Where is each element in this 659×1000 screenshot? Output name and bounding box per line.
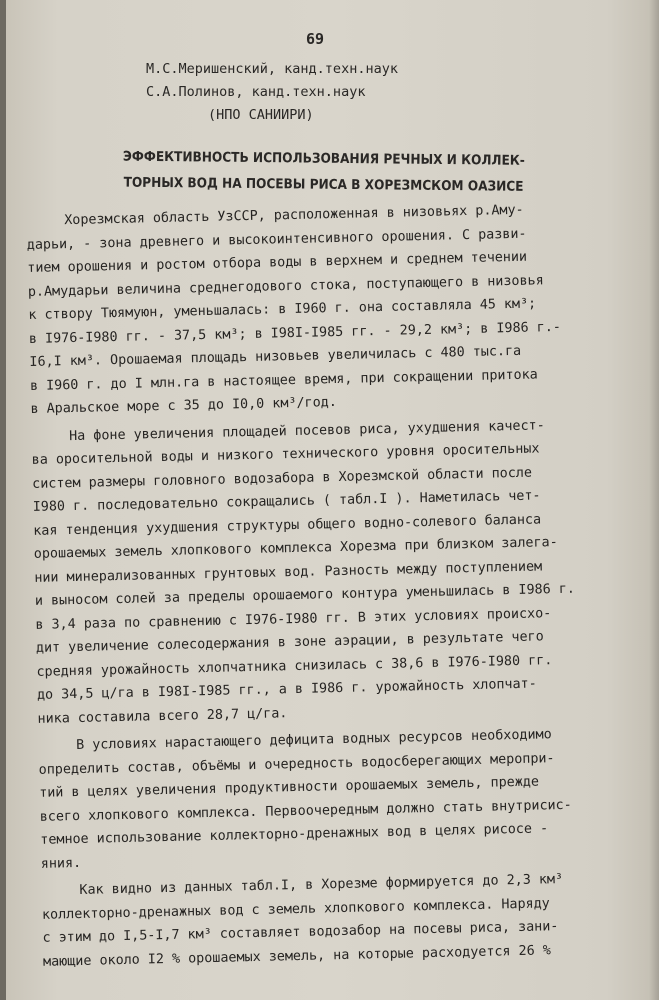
text-line: с этим до I,5-I,7 км³ составляет водозабор на посевы риса, зани- <box>42 919 559 946</box>
text-line: в Аральское море с 35 до I0,0 км³/год. <box>30 395 337 417</box>
article-title <box>63 143 584 200</box>
title-line: ТОРНЫХ ВОД НА ПОСЕВЫ РИСА В ХОРЕЗМСКОМ ОАЗИСЕ <box>123 174 524 195</box>
text-line: определить состав, объёмы и очередность водосберегающих меропри- <box>38 750 555 778</box>
text-line: В условиях нарастающего дефицита водных ресурсов необходимо <box>75 727 552 753</box>
organization: (НПО САНИИРИ) <box>208 107 314 123</box>
page-number: 69 <box>306 30 325 48</box>
text-line: ника составила всего 28,7 ц/га. <box>37 705 288 727</box>
text-line: мающие около I2 % орошаемых земель, на которые расходуется 26 % <box>42 942 552 970</box>
text-line: яния. <box>40 855 82 872</box>
text-line: в I976-I980 гг. - 37,5 км³; в I98I-I985 гг. - 29,2 км³; в I986 г.- <box>28 319 562 347</box>
text-line: I980 г. последовательно сокращались ( табл.I ). Наметилась чет- <box>32 488 541 515</box>
text-line: На фоне увеличения площадей посевов риса, ухудшения качест- <box>68 417 545 444</box>
text-line: в 3,4 раза по сравнению с I976-I980 гг. В этих условиях происхо- <box>35 605 552 633</box>
text-line: до 34,5 ц/га в I98I-I985 гг., а в I986 г. урожайность хлопчат- <box>36 676 537 703</box>
text-line: дит увеличение солесодержания в зоне аэрации, в результате чего <box>35 629 544 656</box>
page-edge-shadow <box>649 0 659 1000</box>
text-line: и выносом солей за пределы орошаемого контура уменьшилась в I986 г. <box>34 581 576 609</box>
text-line: орошаемых земель хлопкового комплекса Хорезма при близком залега- <box>33 535 558 562</box>
text-line: в I960 г. до I млн.га в настоящее время, при сокращении притока <box>29 366 538 394</box>
paragraph <box>31 412 638 731</box>
text-line: тий в целях увеличения продуктивности орошаемых земель, прежде <box>39 774 540 801</box>
text-line: Хорезмская область УзССР, расположенная в низовьях р.Аму- <box>64 202 524 229</box>
author-line: М.С.Меришенский, канд.техн.наук <box>146 61 398 77</box>
text-line: тием орошения и ростом отбора воды в верхнем и среднем течении <box>27 249 528 276</box>
text-line: Как видно из данных табл.I, в Хорезме формируется до 2,3 км³ <box>79 871 564 898</box>
text-line: всего хлопкового комплекса. Первоочередным должно стать внутрисис- <box>39 797 572 825</box>
text-line: ва оросительной воды и низкого технического уровня оросительных <box>31 441 540 468</box>
paragraph <box>38 721 641 876</box>
text-line: к створу Тюямуюн, уменьшалась: в I960 г. она составляла 45 км³; <box>28 296 537 323</box>
paragraph <box>41 866 643 974</box>
title-line: ЭФФЕКТИВНОСТЬ ИСПОЛЬЗОВАНИЯ РЕЧНЫХ И КОЛЛЕК- <box>122 148 525 169</box>
text-line: р.Амударьи величина среднегодового стока, поступающего в низовья <box>27 272 544 300</box>
text-line: коллекторно-дренажных вод с земель хлопкового комплекса. Наряду <box>41 895 550 923</box>
paragraph <box>26 196 631 421</box>
text-line: кая тенденция ухудшения структуры общего водно-солевого баланса <box>33 511 542 539</box>
author-line: С.А.Полинов, канд.техн.наук <box>146 84 366 100</box>
text-line: систем размеры головного водозабора в Хорезмской области после <box>32 465 533 492</box>
text-line: I6,I км³. Орошаемая площадь низовьев увеличилась с 480 тыс.га <box>29 343 522 370</box>
document-page <box>6 0 659 1000</box>
text-line: нии минерализованных грунтовых вод. Разность между поступлением <box>34 558 543 586</box>
text-line: средняя урожайность хлопчатника снизилась с 38,6 в I976-I980 гг. <box>36 652 553 680</box>
article-body <box>26 196 643 973</box>
text-line: дарьи, - зона древнего и высокоинтенсивного орошения. С разви- <box>26 226 527 253</box>
text-line: темное использование коллекторно-дренажных вод в целях рисосе - <box>40 821 549 848</box>
author-block <box>146 58 506 127</box>
